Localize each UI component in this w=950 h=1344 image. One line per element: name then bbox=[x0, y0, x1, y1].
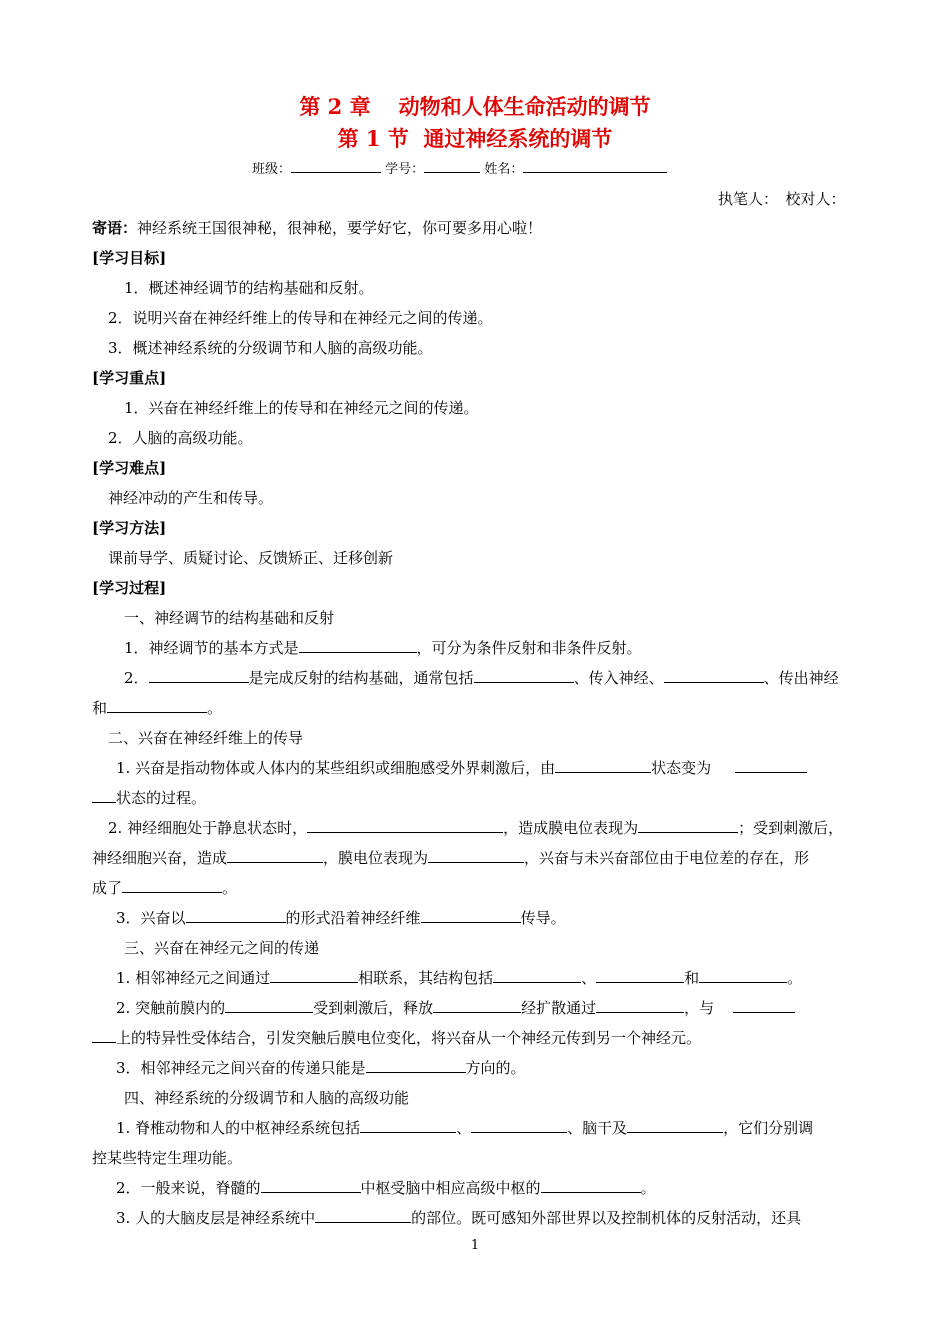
goal-item: 2．说明兴奋在神经纤维上的传导和在神经元之间的传递。 bbox=[108, 309, 493, 327]
authors-line: 执笔人： 校对人： bbox=[718, 190, 846, 208]
goals-heading: [学习目标] bbox=[92, 249, 167, 267]
s4-question-2: 2．一般来说，脊髓的 中枢受脑中相应高级中枢的 。 bbox=[116, 1179, 656, 1197]
goal-item: 3．概述神经系统的分级调节和人脑的高级功能。 bbox=[108, 339, 433, 357]
s3-question-1: 1. 相邻神经元之间通过 相联系，其结构包括 、 和 。 bbox=[116, 969, 803, 987]
s1-question-1: 1．神经调节的基本方式是 ，可分为条件反射和非条件反射。 bbox=[124, 639, 642, 657]
s2-question-3: 3．兴奋以 的形式沿着神经纤维 传导。 bbox=[116, 909, 566, 927]
section-3-title: 三、兴奋在神经元之间的传递 bbox=[124, 939, 320, 957]
s2-question-1: 1. 兴奋是指动物体或人体内的某些组织或细胞感受外界刺激后，由 状态变为 bbox=[116, 758, 888, 778]
section-2-title: 二、兴奋在神经纤维上的传导 bbox=[108, 729, 304, 747]
student-info-line: 班级： 学号： 姓名： bbox=[252, 158, 667, 177]
page-number: 1 bbox=[470, 1238, 480, 1253]
s2-question-2-end: 成了 。 bbox=[92, 879, 238, 897]
focus-item: 2．人脑的高级功能。 bbox=[108, 429, 253, 447]
s2-question-2-cont: 神经细胞兴奋，造成 ，膜电位表现为 ，兴奋与未兴奋部位由于电位差的存在，形 bbox=[92, 849, 810, 867]
difficulty-heading: [学习难点] bbox=[92, 459, 167, 477]
s4-question-1-cont: 控某些特定生理功能。 bbox=[92, 1149, 243, 1167]
s3-question-2-cont: 上的特异性受体结合，引发突触后膜电位变化，将兴奋从一个神经元传到另一个神经元。 bbox=[92, 1028, 864, 1048]
difficulty-text: 神经冲动的产生和传导。 bbox=[108, 489, 274, 507]
s4-question-3: 3. 人的大脑皮层是神经系统中 的部位。既可感知外部世界以及控制机体的反射活动，还具 bbox=[116, 1209, 802, 1227]
s1-question-2: 2． 是完成反射的结构基础，通常包括 、传入神经、 、传出神经 bbox=[124, 669, 839, 687]
message-line: 寄语：神经系统王国很神秘，很神秘，要学好它，你可要多用心啦！ bbox=[92, 219, 543, 237]
name-blank bbox=[523, 158, 667, 173]
s4-question-1: 1. 脊椎动物和人的中枢神经系统包括 、 、脑干及 ，它们分别调 bbox=[116, 1119, 814, 1137]
s3-question-3: 3．相邻神经元之间兴奋的传递只能是 方向的。 bbox=[116, 1059, 526, 1077]
method-text: 课前导学、质疑讨论、反馈矫正、迁移创新 bbox=[108, 549, 394, 567]
id-blank bbox=[424, 158, 480, 173]
s2-question-1-cont: 状态的过程。 bbox=[92, 788, 864, 808]
method-heading: [学习方法] bbox=[92, 519, 167, 537]
section-1-title: 一、神经调节的结构基础和反射 bbox=[124, 609, 335, 627]
s3-question-2: 2. 突触前膜内的 受到刺激后，释放 经扩散通过 ，与 bbox=[116, 998, 888, 1018]
process-heading: [学习过程] bbox=[92, 579, 167, 597]
goal-item: 1．概述神经调节的结构基础和反射。 bbox=[124, 279, 374, 297]
section-4-title: 四、神经系统的分级调节和人脑的高级功能 bbox=[124, 1089, 410, 1107]
class-blank bbox=[291, 158, 381, 173]
chapter-title: 第 2 章 动物和人体生命活动的调节 bbox=[299, 94, 651, 119]
s1-question-2-cont: 和 。 bbox=[92, 699, 223, 717]
focus-item: 1．兴奋在神经纤维上的传导和在神经元之间的传递。 bbox=[124, 399, 479, 417]
s2-question-2: 2. 神经细胞处于静息状态时， ，造成膜电位表现为 ；受到刺激后， bbox=[108, 819, 844, 837]
focus-heading: [学习重点] bbox=[92, 369, 167, 387]
section-title: 第 1 节 通过神经系统的调节 bbox=[337, 126, 613, 151]
